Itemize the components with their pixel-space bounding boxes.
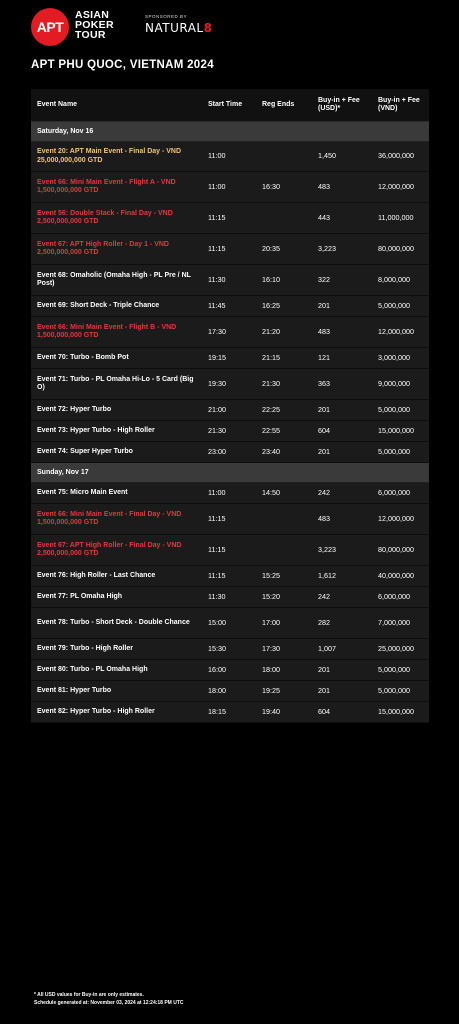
event-name-cell: Event 76: High Roller - Last Chance <box>37 571 156 579</box>
footer-note: * All USD values for Buy-in are only estimates. <box>34 992 144 998</box>
buyin-vnd-cell: 5,000,000 <box>378 404 410 414</box>
buyin-usd-cell: 1,450 <box>318 151 336 161</box>
brand-line: TOUR <box>75 29 106 41</box>
event-name-cell: Event 75: Micro Main Event <box>37 488 128 496</box>
buyin-usd-cell: 363 <box>318 378 330 388</box>
table-row[interactable] <box>31 681 429 702</box>
reg-ends-cell: 21:30 <box>262 378 280 388</box>
sponsor-label: SPONSORED BY <box>145 14 188 19</box>
start-time-cell: 11:45 <box>208 300 226 310</box>
table-row[interactable] <box>31 142 429 172</box>
reg-ends-cell <box>256 142 312 171</box>
buyin-usd-cell: 483 <box>318 513 330 523</box>
event-name-cell: Event 66: Mini Main Event - Flight B - VND 1,500,000,000 GTD <box>37 323 177 339</box>
buyin-vnd-cell: 25,000,000 <box>378 643 414 653</box>
event-name-cell: Event 81: Hyper Turbo <box>37 686 112 694</box>
event-name-cell: Event 20: APT Main Event - Final Day - VND 25,000,000,000 GTD <box>37 148 182 164</box>
start-time-cell: 11:15 <box>208 570 226 580</box>
start-time-cell: 16:00 <box>208 664 226 674</box>
reg-ends-cell: 22:25 <box>262 404 280 414</box>
buyin-usd-cell: 604 <box>318 706 330 716</box>
reg-ends-cell: 21:15 <box>262 352 280 362</box>
buyin-vnd-cell: 11,000,000 <box>378 212 414 222</box>
sponsor-name: NATURAL <box>145 21 204 35</box>
event-name-cell: Event 67: APT High Roller - Day 1 - VND 2,500,000,000 GTD <box>37 240 169 256</box>
event-name-cell: Event 79: Turbo - High Roller <box>37 644 133 652</box>
buyin-usd-cell: 483 <box>318 326 330 336</box>
brand-line: POKER <box>75 19 114 31</box>
event-name-cell: Event 68: Omaholic (Omaha High - PL Pre / NL Post) <box>37 271 191 287</box>
buyin-vnd-cell: 8,000,000 <box>378 274 410 284</box>
reg-ends-cell: 20:35 <box>262 243 280 253</box>
start-time-cell: 11:00 <box>208 181 226 191</box>
footer-generated: Schedule generated at: November 03, 2024 at 12:24:18 PM UTC <box>34 1000 184 1006</box>
buyin-usd-cell: 443 <box>318 212 330 222</box>
buyin-usd-cell: 201 <box>318 664 330 674</box>
sponsor-block <box>145 14 212 35</box>
table-row[interactable] <box>31 483 429 504</box>
table-row[interactable] <box>31 348 429 369</box>
table-row[interactable] <box>31 400 429 421</box>
column-header-start-time: Start Time <box>208 101 243 108</box>
brand-wordmark <box>75 10 114 40</box>
start-time-cell: 19:30 <box>208 378 226 388</box>
start-time-cell: 17:30 <box>208 326 226 336</box>
reg-ends-cell <box>256 203 312 233</box>
page-title: APT PHU QUOC, VIETNAM 2024 <box>31 59 214 71</box>
start-time-cell: 15:30 <box>208 643 226 653</box>
event-name-cell: Event 71: Turbo - PL Omaha Hi-Lo - 5 Card (Big O) <box>37 375 194 391</box>
buyin-usd-cell: 201 <box>318 685 330 695</box>
reg-ends-cell: 15:25 <box>262 570 280 580</box>
start-time-cell: 11:15 <box>208 513 226 523</box>
buyin-usd-cell: 604 <box>318 425 330 435</box>
start-time-cell: 19:15 <box>208 352 226 362</box>
reg-ends-cell: 18:00 <box>262 664 280 674</box>
buyin-usd-cell: 201 <box>318 404 330 414</box>
table-row[interactable] <box>31 369 429 400</box>
start-time-cell: 21:00 <box>208 404 226 414</box>
start-time-cell: 21:30 <box>208 425 226 435</box>
start-time-cell: 11:00 <box>208 151 226 161</box>
date-group-header: Saturday, Nov 16 <box>31 122 429 142</box>
buyin-usd-cell: 3,223 <box>318 544 336 554</box>
buyin-usd-cell: 322 <box>318 274 330 284</box>
event-name-cell: Event 78: Turbo - Short Deck - Double Chance <box>37 618 190 626</box>
buyin-vnd-cell: 6,000,000 <box>378 487 410 497</box>
buyin-vnd-cell: 3,000,000 <box>378 352 410 362</box>
event-name-cell: Event 73: Hyper Turbo - High Roller <box>37 426 155 434</box>
buyin-vnd-cell: 80,000,000 <box>378 544 414 554</box>
event-name-cell: Event 80: Turbo - PL Omaha High <box>37 665 148 673</box>
buyin-vnd-cell: 36,000,000 <box>378 151 414 161</box>
footer <box>34 991 184 1007</box>
table-row[interactable] <box>31 702 429 723</box>
start-time-cell: 11:30 <box>208 591 226 601</box>
table-row[interactable] <box>31 535 429 566</box>
reg-ends-cell <box>256 535 312 565</box>
logo-text: APT <box>36 19 64 35</box>
reg-ends-cell: 19:40 <box>262 706 280 716</box>
buyin-vnd-cell: 15,000,000 <box>378 706 414 716</box>
event-name-cell: Event 67: APT High Roller - Final Day - VND 2,500,000,000 GTD <box>37 541 182 557</box>
table-row[interactable] <box>31 660 429 681</box>
table-row[interactable] <box>31 608 429 639</box>
buyin-usd-cell: 201 <box>318 446 330 456</box>
buyin-usd-cell: 282 <box>318 617 330 627</box>
table-row[interactable] <box>31 317 429 348</box>
event-name-cell: Event 66: Mini Main Event - Final Day - VND 1,500,000,000 GTD <box>37 510 182 526</box>
table-row[interactable] <box>31 587 429 608</box>
table-row[interactable] <box>31 442 429 463</box>
buyin-usd-cell: 121 <box>318 352 330 362</box>
reg-ends-cell: 16:10 <box>262 274 280 284</box>
start-time-cell: 23:00 <box>208 446 226 456</box>
column-header-event-name: Event Name <box>37 101 78 108</box>
table-row[interactable] <box>31 234 429 265</box>
event-name-cell: Event 66: Mini Main Event - Flight A - VND 1,500,000,000 GTD <box>37 178 176 194</box>
header <box>31 8 431 48</box>
buyin-usd-cell: 201 <box>318 300 330 310</box>
table-row[interactable] <box>31 504 429 535</box>
buyin-usd-cell: 483 <box>318 181 330 191</box>
table-header <box>31 89 429 122</box>
column-header-buyin-vnd: Buy-in + Fee (VND) <box>378 97 420 112</box>
buyin-vnd-cell: 12,000,000 <box>378 326 414 336</box>
brand-line: ASIAN <box>75 9 110 21</box>
start-time-cell: 11:15 <box>208 544 226 554</box>
sponsor-logo <box>145 21 212 35</box>
start-time-cell: 11:30 <box>208 274 226 284</box>
buyin-vnd-cell: 80,000,000 <box>378 243 414 253</box>
reg-ends-cell: 16:30 <box>262 181 280 191</box>
buyin-usd-cell: 242 <box>318 487 330 497</box>
buyin-usd-cell: 1,612 <box>318 570 336 580</box>
buyin-vnd-cell: 5,000,000 <box>378 685 410 695</box>
buyin-vnd-cell: 5,000,000 <box>378 446 410 456</box>
event-name-cell: Event 69: Short Deck - Triple Chance <box>37 301 160 309</box>
reg-ends-cell: 17:30 <box>262 643 280 653</box>
column-header-buyin-usd: Buy-in + Fee (USD)* <box>318 97 360 112</box>
buyin-vnd-cell: 6,000,000 <box>378 591 410 601</box>
reg-ends-cell: 15:20 <box>262 591 280 601</box>
reg-ends-cell: 16:25 <box>262 300 280 310</box>
table-row[interactable] <box>31 639 429 660</box>
reg-ends-cell: 14:50 <box>262 487 280 497</box>
buyin-usd-cell: 1,007 <box>318 643 336 653</box>
reg-ends-cell: 19:25 <box>262 685 280 695</box>
column-header-reg-ends: Reg Ends <box>262 101 295 108</box>
start-time-cell: 18:00 <box>208 685 226 695</box>
start-time-cell: 11:00 <box>208 487 226 497</box>
table-row[interactable] <box>31 203 429 234</box>
sponsor-eight: 8 <box>203 21 213 35</box>
table-row[interactable] <box>31 566 429 587</box>
event-name-cell: Event 77: PL Omaha High <box>37 592 123 600</box>
buyin-vnd-cell: 12,000,000 <box>378 513 414 523</box>
event-name-cell: Event 82: Hyper Turbo - High Roller <box>37 707 155 715</box>
buyin-vnd-cell: 5,000,000 <box>378 300 410 310</box>
date-group-header: Sunday, Nov 17 <box>31 463 429 483</box>
reg-ends-cell: 17:00 <box>262 617 280 627</box>
buyin-vnd-cell: 40,000,000 <box>378 570 414 580</box>
start-time-cell: 18:15 <box>208 706 226 716</box>
event-name-cell: Event 70: Turbo - Bomb Pot <box>37 353 129 361</box>
start-time-cell: 15:00 <box>208 617 226 627</box>
start-time-cell: 11:15 <box>208 243 226 253</box>
event-name-cell: Event 72: Hyper Turbo <box>37 405 112 413</box>
table-row[interactable] <box>31 421 429 442</box>
buyin-vnd-cell: 9,000,000 <box>378 378 410 388</box>
table-row[interactable] <box>31 172 429 203</box>
reg-ends-cell: 23:40 <box>262 446 280 456</box>
reg-ends-cell: 21:20 <box>262 326 280 336</box>
buyin-vnd-cell: 15,000,000 <box>378 425 414 435</box>
buyin-usd-cell: 3,223 <box>318 243 336 253</box>
table-body <box>31 122 429 723</box>
reg-ends-cell <box>256 504 312 534</box>
event-name-cell: Event 56: Double Stack - Final Day - VND 2,500,000,000 GTD <box>37 209 173 225</box>
apt-logo[interactable] <box>31 8 69 46</box>
buyin-vnd-cell: 5,000,000 <box>378 664 410 674</box>
event-name-cell: Event 74: Super Hyper Turbo <box>37 447 133 455</box>
table-row[interactable] <box>31 296 429 317</box>
buyin-vnd-cell: 12,000,000 <box>378 181 414 191</box>
buyin-usd-cell: 242 <box>318 591 330 601</box>
table-row[interactable] <box>31 265 429 296</box>
schedule-table <box>31 89 429 723</box>
buyin-vnd-cell: 7,000,000 <box>378 617 410 627</box>
start-time-cell: 11:15 <box>208 212 226 222</box>
reg-ends-cell: 22:55 <box>262 425 280 435</box>
